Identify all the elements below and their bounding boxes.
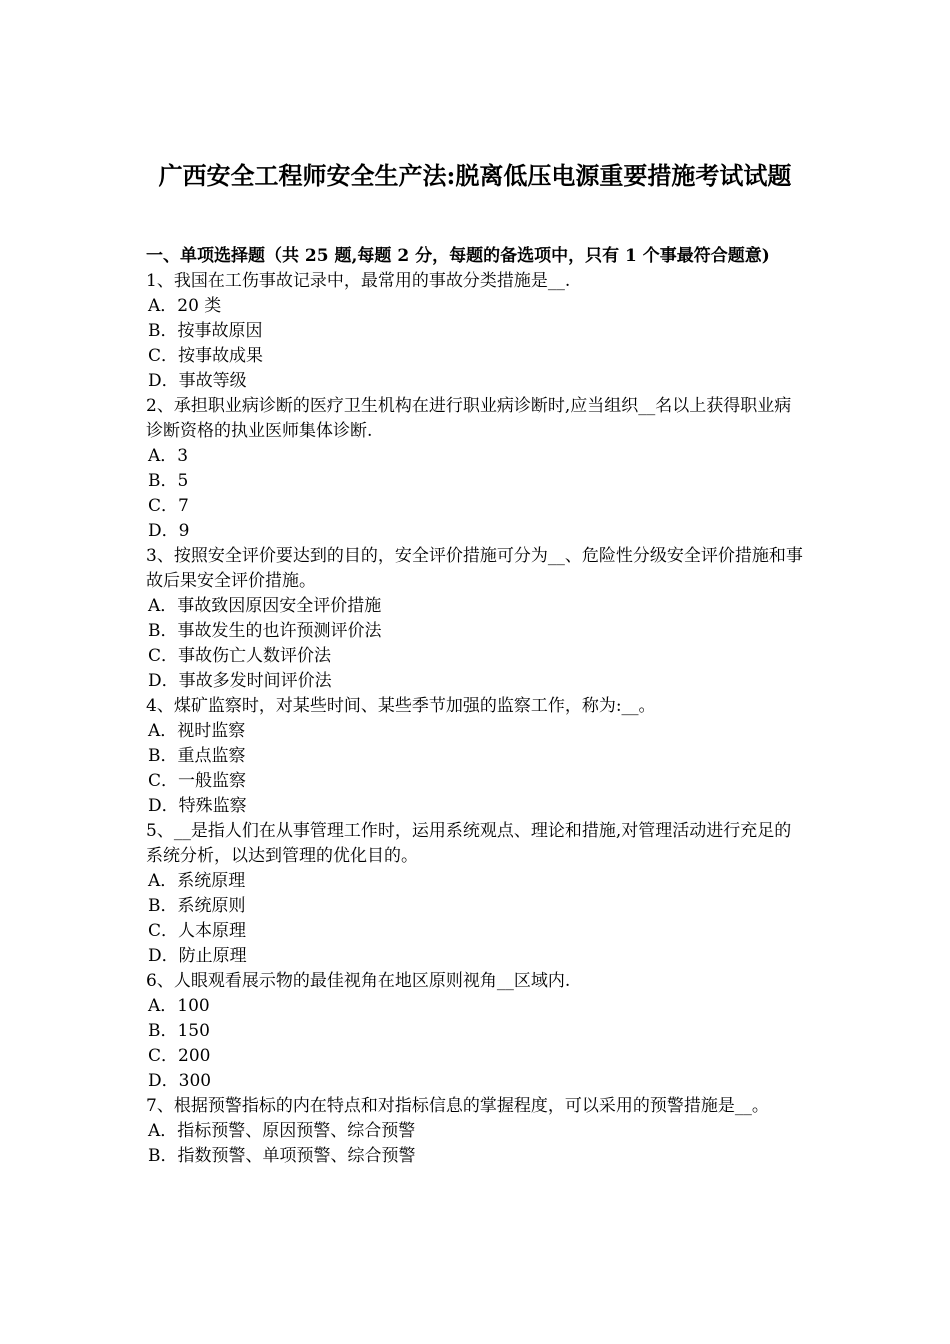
answer-option: B．指数预警、单项预警、综合预警 [148,1146,416,1166]
answer-option: A．视时监察 [148,721,246,741]
question-item [146,819,808,969]
question-text: 5、__是指人们在从事管理工作时，运用系统观点、理论和措施,对管理活动进行充足的系统分析，以达到管理的优化目的。 [146,821,792,866]
question-item [146,269,808,394]
question-item [146,394,808,544]
answer-option: B．按事故原因 [148,321,263,341]
answer-option: C．人本原理 [148,921,247,941]
answer-option: D．防止原理 [148,946,247,966]
question-text: 2、承担职业病诊断的医疗卫生机构在进行职业病诊断时,应当组织__名以上获得职业病诊断资格的执业医师集体诊断. [146,396,792,441]
answer-option: B．重点监察 [148,746,246,766]
answer-option: B．150 [148,1021,210,1041]
answer-option: A．20 类 [148,296,222,316]
question-item [146,544,808,694]
question-text: 3、按照安全评价要达到的目的，安全评价措施可分为__、危险性分级安全评价措施和事故后果安全评价措施。 [146,546,803,591]
answer-option: D．9 [148,521,190,541]
answer-option: C．一般监察 [148,771,247,791]
question-text: 1、我国在工伤事故记录中，最常用的事故分类措施是__. [146,271,571,291]
answer-option: C．按事故成果 [148,346,264,366]
answer-option: A．3 [148,446,189,466]
question-text: 4、煤矿监察时，对某些时间、某些季节加强的监察工作，称为:__。 [146,696,656,716]
answer-option: C．事故伤亡人数评价法 [148,646,332,666]
section-header: 一、单项选择题（共 25 题,每题 2 分，每题的备选项中，只有 1 个事最符合题意) [146,246,770,266]
question-item [146,969,808,1094]
answer-option: A．系统原理 [148,871,246,891]
question-text: 6、人眼观看展示物的最佳视角在地区原则视角__区域内. [146,971,571,991]
answer-option: D．事故多发时间评价法 [148,671,332,691]
answer-option: C．7 [148,496,189,516]
answer-option: D．特殊监察 [148,796,247,816]
answer-option: A．指标预警、原因预警、综合预警 [148,1121,416,1141]
answer-option: C．200 [148,1046,211,1066]
answer-option: A．事故致因原因安全评价措施 [148,596,382,616]
question-list [146,269,808,1169]
answer-option: D．300 [148,1071,212,1091]
answer-option: B．5 [148,471,189,491]
answer-option: B．系统原则 [148,896,246,916]
question-item [146,1094,808,1169]
document-content [146,244,808,1169]
answer-option: D．事故等级 [148,371,247,391]
document-title: 广西安全工程师安全生产法:脱离低压电源重要措施考试试题 [158,161,792,190]
question-item [146,694,808,819]
answer-option: B．事故发生的也许预测评价法 [148,621,382,641]
question-text: 7、根据预警指标的内在特点和对指标信息的掌握程度，可以采用的预警措施是__。 [146,1096,769,1116]
answer-option: A．100 [148,996,210,1016]
